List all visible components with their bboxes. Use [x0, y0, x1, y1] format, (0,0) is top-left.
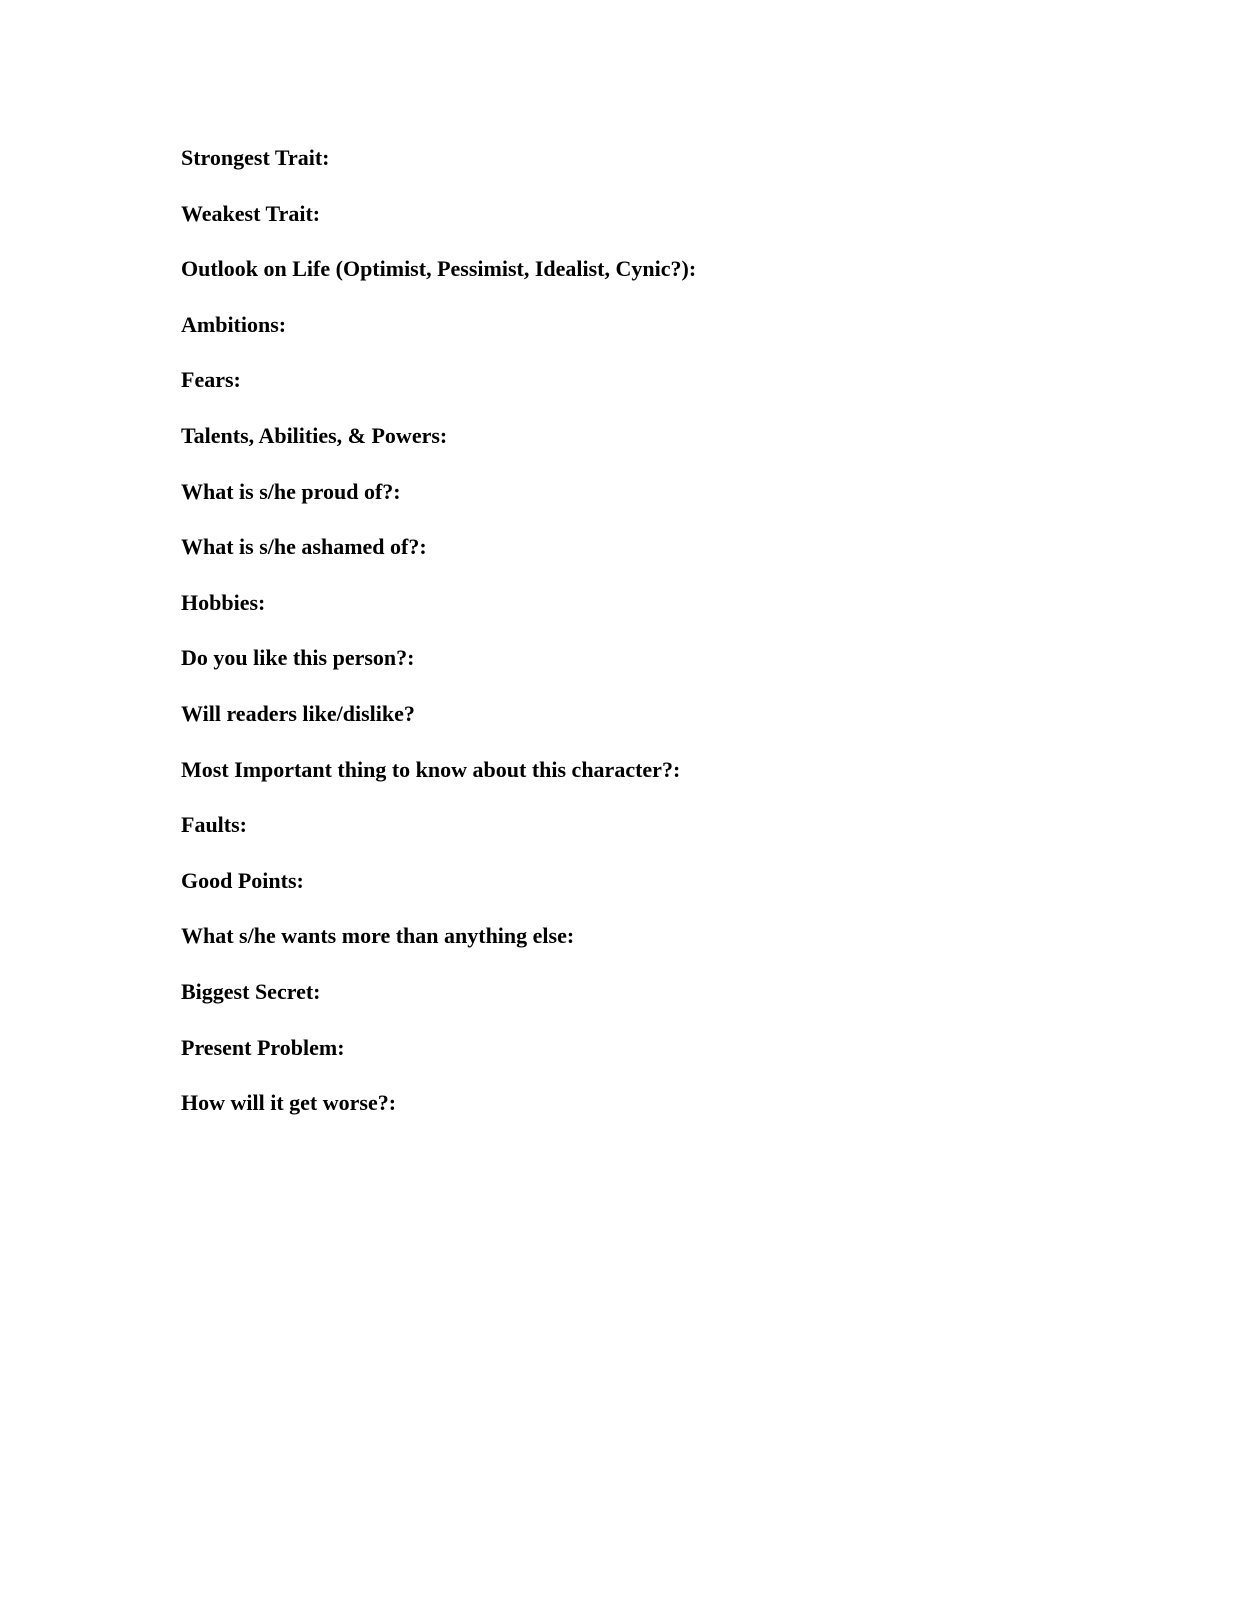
field-strongest-trait: Strongest Trait: — [181, 145, 330, 170]
field-most-important: Most Important thing to know about this character?: — [181, 756, 681, 782]
field-talents: Talents, Abilities, & Powers: — [181, 422, 448, 448]
field-proud-of: What is s/he proud of?: — [181, 478, 401, 504]
field-like-person: Do you like this person?: — [181, 645, 415, 671]
field-ambitions: Ambitions: — [181, 311, 287, 337]
character-questionnaire — [181, 141, 1181, 1142]
field-readers-like: Will readers like/dislike? — [181, 700, 415, 726]
field-get-worse: How will it get worse?: — [181, 1090, 397, 1116]
field-faults: Faults: — [181, 812, 247, 838]
field-weakest-trait: Weakest Trait: — [181, 200, 321, 226]
field-outlook-on-life: Outlook on Life (Optimist, Pessimist, Idealist, Cynic?): — [181, 256, 697, 282]
field-present-problem: Present Problem: — [181, 1034, 345, 1060]
field-biggest-secret: Biggest Secret: — [181, 978, 321, 1004]
field-ashamed-of: What is s/he ashamed of?: — [181, 534, 427, 560]
field-wants-most: What s/he wants more than anything else: — [181, 923, 575, 949]
field-hobbies: Hobbies: — [181, 589, 266, 615]
field-good-points: Good Points: — [181, 867, 304, 893]
field-fears: Fears: — [181, 367, 241, 393]
